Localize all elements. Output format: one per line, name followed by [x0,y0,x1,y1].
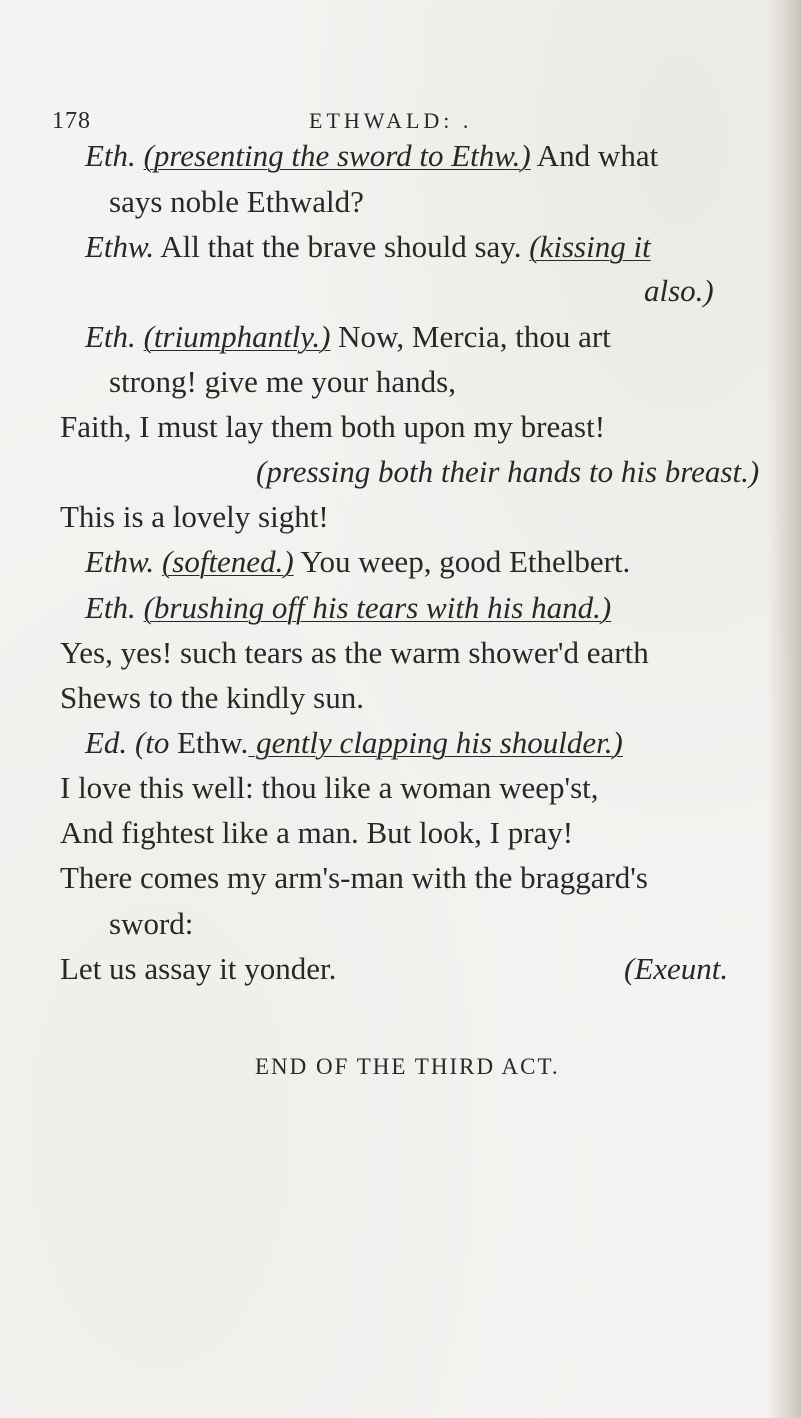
line-text: Let us assay it yonder. [60,951,337,986]
page-number: 178 [52,108,91,134]
line-14 [85,725,623,761]
line-18 [109,906,193,942]
stage-direction: (triumphantly.) [143,319,331,354]
line-text: Shews to the kindly sun. [60,680,364,715]
stage-direction: gently clapping his shoulder.) [248,725,623,760]
stage-direction: (softened.) [161,544,294,579]
line-3 [85,229,651,265]
speaker-eth: Eth. [85,319,136,354]
line-text: Faith, I must lay them both upon my breast! [60,409,606,444]
speaker-ed: Ed. [85,725,128,760]
line-2 [109,184,364,220]
line-17 [60,860,648,896]
line-9 [60,499,329,535]
line-text: I love this well: thou like a woman weep'st, [60,770,599,805]
line-13 [60,680,364,716]
line-11 [85,590,611,626]
line-8 [256,454,759,490]
speaker-eth: Eth. [85,138,136,173]
line-5 [85,319,611,355]
line-text: Now, Mercia, thou art [330,319,611,354]
line-10 [85,544,630,580]
line-15 [60,770,599,806]
speaker-ethw: Ethw. [85,544,155,579]
running-title: ETHWALD: . [309,108,473,133]
stage-direction: (pressing both their hands to his breast.) [256,454,760,489]
stage-direction: (presenting the sword to Ethw.) [143,138,531,173]
line-12 [60,635,649,671]
line-text: And what [530,138,659,173]
stage-direction: (brushing off his tears with his hand.) [143,590,612,625]
line-19 [60,951,796,987]
stage-direction: also.) [644,273,714,308]
line-text: strong! give me your hands, [109,364,456,399]
speaker-eth: Eth. [85,590,136,625]
page-header [52,108,473,135]
end-of-act: END OF THE THIRD ACT. [255,1054,560,1079]
line-text: There comes my arm's-man with the braggard's [60,860,648,895]
line-text: Yes, yes! such tears as the warm shower'd earth [60,635,649,670]
line-text: You weep, good Ethelbert. [293,544,631,579]
line-text: And fightest like a man. But look, I pray! [60,815,574,850]
stage-direction-name: Ethw. [177,725,249,760]
line-7 [60,409,605,445]
stage-direction-open: (to [134,725,178,760]
line-1 [85,138,658,174]
line-text: says noble Ethwald? [109,184,364,219]
line-6 [109,364,456,400]
line-16 [60,815,573,851]
stage-direction: (kissing it [529,229,651,264]
stage-direction-exeunt: (Exeunt. [624,951,729,986]
speaker-ethw: Ethw. [85,229,155,264]
page-edge-shadow [767,0,801,1418]
line-text: This is a lovely sight! [60,499,329,534]
line-text: All that the brave should say. [154,229,530,264]
line-text: sword: [109,906,194,941]
line-4 [644,273,714,309]
